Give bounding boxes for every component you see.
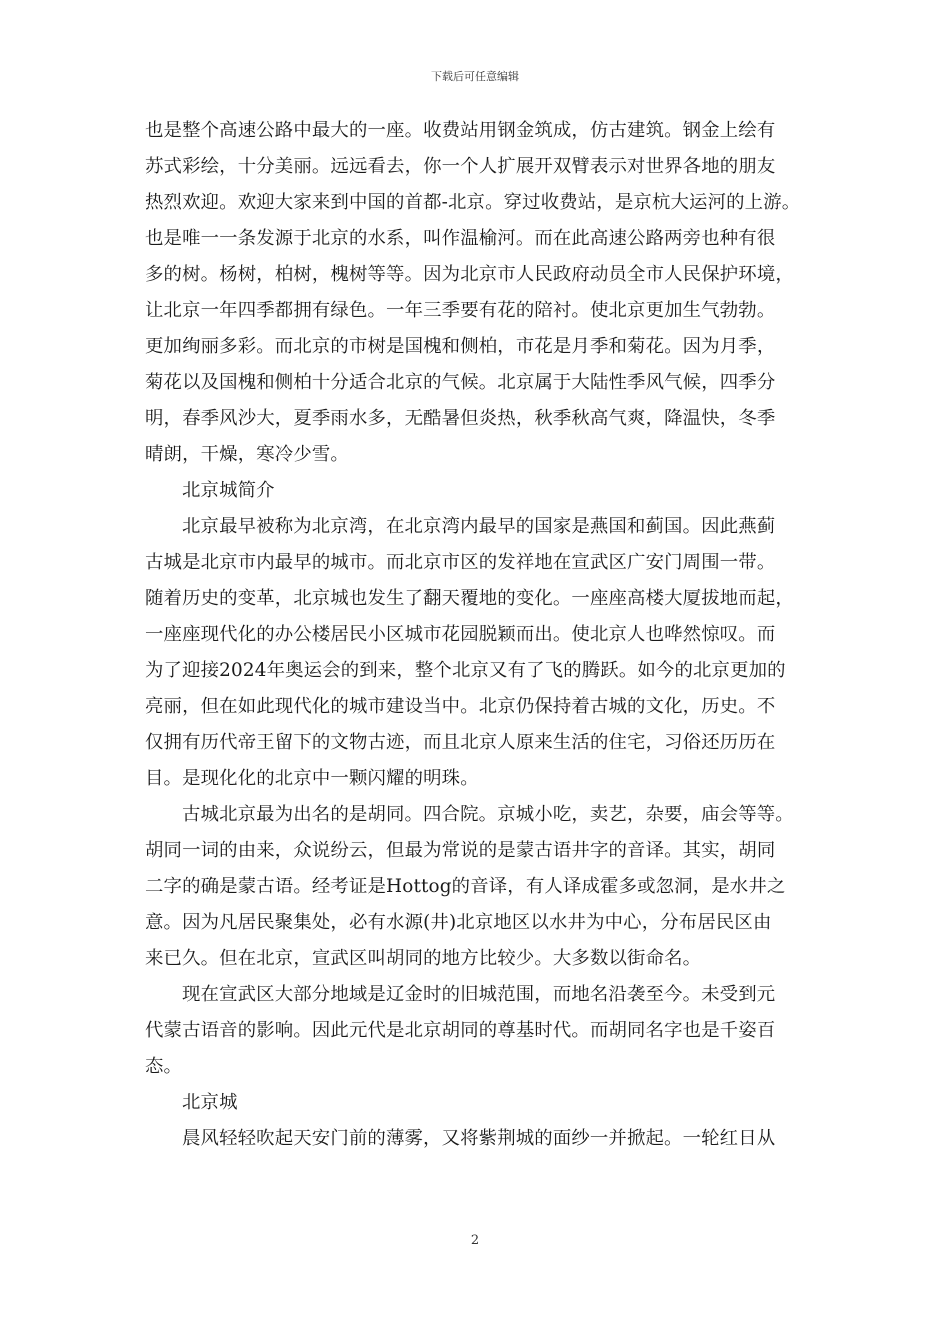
text-line: 态。	[145, 1056, 183, 1077]
text-line: 北京最早被称为北京湾，在北京湾内最早的国家是燕国和蓟国。因此燕蓟	[182, 516, 776, 537]
text-line: 目。是现化化的北京中一颗闪耀的明珠。	[145, 768, 479, 789]
text-line: 来已久。但在北京，宣武区叫胡同的地方比较少。大多数以街命名。	[145, 948, 702, 969]
page-header: 下载后可任意编辑	[431, 70, 519, 83]
text-line: 也是整个高速公路中最大的一座。收费站用钢金筑成，仿古建筑。钢金上绘有	[145, 120, 776, 141]
text-line: 更加绚丽多彩。而北京的市树是国槐和侧柏，市花是月季和菊花。因为月季，	[145, 336, 776, 357]
text-line: 苏式彩绘，十分美丽。远远看去，你一个人扩展开双臂表示对世界各地的朋友	[145, 156, 776, 177]
text-line: 晴朗，干燥，寒冷少雪。	[145, 444, 349, 465]
text-line: 让北京一年四季都拥有绿色。一年三季要有花的陪衬。使北京更加生气勃勃。	[145, 300, 776, 321]
text-line: 也是唯一一条发源于北京的水系，叫作温榆河。而在此高速公路两旁也种有很	[145, 228, 776, 249]
text-line: 现在宣武区大部分地域是辽金时的旧城范围，而地名沿袭至今。未受到元	[182, 984, 776, 1005]
text-line: 一座座现代化的办公楼居民小区城市花园脱颖而出。使北京人也哗然惊叹。而	[145, 624, 776, 645]
text-line: 二字的确是蒙古语。经考证是Hottog的音译，有人译成霍多或忽洞，是水井之	[145, 876, 786, 897]
section-heading: 北京城简介	[182, 480, 275, 501]
text-line: 为了迎接2024年奥运会的到来，整个北京又有了飞的腾跃。如今的北京更加的	[145, 660, 786, 681]
text-line: 亮丽，但在如此现代化的城市建设当中。北京仍保持着古城的文化，历史。不	[145, 696, 776, 717]
text-line: 菊花以及国槐和侧柏十分适合北京的气候。北京属于大陆性季风气候，四季分	[145, 372, 776, 393]
text-line: 明，春季风沙大，夏季雨水多，无酷暑但炎热，秋季秋高气爽，降温快，冬季	[145, 408, 776, 429]
text-line: 多的树。杨树，柏树，槐树等等。因为北京市人民政府动员全市人民保护环境，	[145, 264, 794, 285]
text-line: 胡同一词的由来，众说纷云，但最为常说的是蒙古语井字的音译。其实，胡同	[145, 840, 776, 861]
text-line: 晨风轻轻吹起天安门前的薄雾，又将紫荆城的面纱一并掀起。一轮红日从	[182, 1128, 776, 1149]
text-line: 意。因为凡居民聚集处，必有水源(井)北京地区以水井为中心，分布居民区由	[145, 912, 772, 933]
text-line: 古城是北京市内最早的城市。而北京市区的发祥地在宣武区广安门周围一带。	[145, 552, 776, 573]
text-line: 热烈欢迎。欢迎大家来到中国的首都-北京。穿过收费站，是京杭大运河的上游。	[145, 192, 801, 213]
section-heading: 北京城	[182, 1092, 238, 1113]
text-line: 古城北京最为出名的是胡同。四合院。京城小吃，卖艺，杂要，庙会等等。	[182, 804, 794, 825]
text-line: 仅拥有历代帝王留下的文物古迹，而且北京人原来生活的住宅，习俗还历历在	[145, 732, 776, 753]
text-line: 随着历史的变革，北京城也发生了翻天覆地的变化。一座座高楼大厦拔地而起，	[145, 588, 794, 609]
page-number: 2	[470, 1233, 480, 1248]
text-line: 代蒙古语音的影响。因此元代是北京胡同的尊基时代。而胡同名字也是千姿百	[145, 1020, 776, 1041]
